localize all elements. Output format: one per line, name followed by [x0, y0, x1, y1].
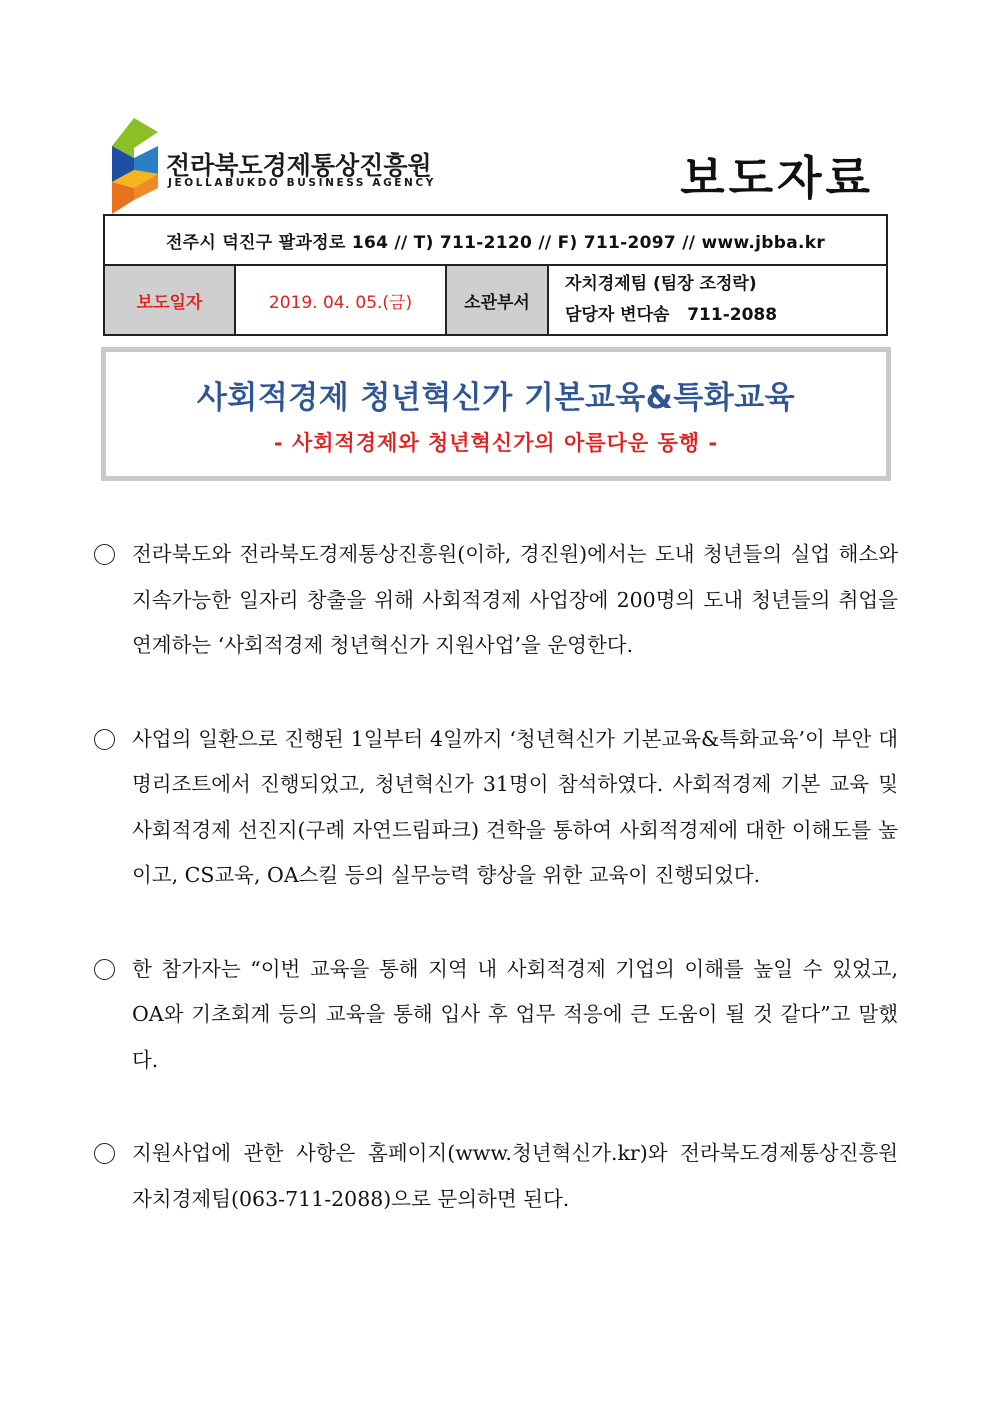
org-name-korean: 전라북도경제통상진흥원 — [166, 151, 432, 180]
circle-bullet-icon — [94, 544, 115, 565]
department-info — [548, 265, 887, 335]
article-paragraph — [94, 717, 898, 899]
department-label: 소관부서 — [446, 265, 548, 335]
paragraph-text: 전라북도와 전라북도경제통상진흥원(이하, 경진원)에서는 도내 청년들의 실업 해소와 지속가능한 일자리 창출을 위해 사회적경제 사업장에 200명의 도내 청년들의 취업을 연계하는 ‘사회적경제 청년혁신가 지원사업’을 운영한다. — [132, 542, 898, 657]
contact-address-line: 전주시 덕진구 팔과정로 164 // T) 711-2120 // F) 711-2097 // www.jbba.kr — [104, 215, 887, 265]
org-name-english: JEOLLABUKDO BUSINESS AGENCY — [168, 177, 436, 189]
press-info-table — [103, 214, 888, 336]
department-team: 자치경제팀 (팀장 조정락) — [565, 274, 757, 294]
circle-bullet-icon — [94, 729, 115, 750]
paragraph-text: 사업의 일환으로 진행된 1일부터 4일까지 ‘청년혁신가 기본교육&특화교육’이 부안 대명리조트에서 진행되었고, 청년혁신가 31명이 참석하였다. 사회적경제 기본 교육 및 사회적경제 선진지(구례 자연드림파크) 견학을 통하여 사회적경제에 대한 이해도를 높이고, CS교육, OA스킬 등의 실무능력 향상을 위한 교육이 진행되었다. — [132, 726, 898, 887]
article-paragraph — [94, 1131, 898, 1222]
headline-title: 사회적경제 청년혁신가 기본교육&특화교육 — [196, 380, 796, 416]
article-body — [94, 532, 898, 1270]
paragraph-text: 지원사업에 관한 사항은 홈페이지(www.청년혁신가.kr)와 전라북도경제통상진흥원 자치경제팀(063-711-2088)으로 문의하면 된다. — [132, 1141, 898, 1211]
headline-box — [101, 347, 891, 481]
article-paragraph — [94, 947, 898, 1084]
letterhead — [108, 118, 888, 218]
release-date-value: 2019. 04. 05.(금) — [235, 265, 446, 335]
department-contact: 담당자 변다솜 711-2088 — [565, 305, 778, 325]
document-type-title: 보도자료 — [680, 151, 874, 205]
jbba-logo-icon — [108, 118, 168, 214]
article-paragraph — [94, 532, 898, 669]
circle-bullet-icon — [94, 1143, 115, 1164]
paragraph-text: 한 참가자는 “이번 교육을 통해 지역 내 사회적경제 기업의 이해를 높일 수 있었고, OA와 기초회계 등의 교육을 통해 입사 후 업무 적응에 큰 도움이 될 것 같다”고 말했다. — [132, 956, 898, 1072]
circle-bullet-icon — [94, 959, 115, 980]
release-date-label: 보도일자 — [104, 265, 235, 335]
headline-subtitle: - 사회적경제와 청년혁신가의 아름다운 동행 - — [273, 431, 719, 455]
